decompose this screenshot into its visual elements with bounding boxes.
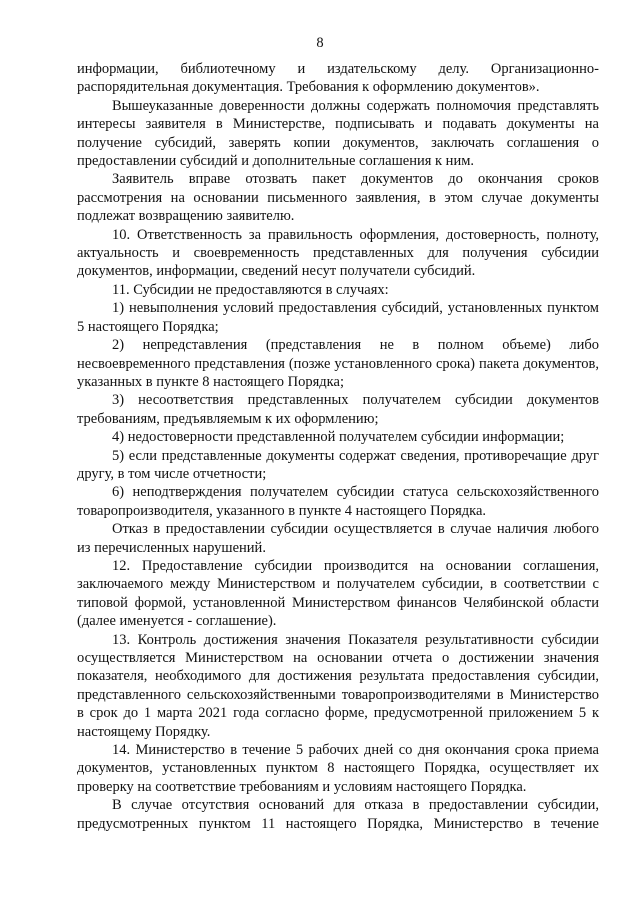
paragraph: 6) неподтверждения получателем субсидии статуса сельскохозяйственного товаропроизводителя, указанного в пункте 4 настоящего Порядка. bbox=[77, 484, 599, 519]
paragraph: Отказ в предоставлении субсидии осуществляется в случае наличия любого из перечисленных нарушений. bbox=[77, 521, 599, 556]
paragraph: 11. Субсидии не предоставляются в случаях: bbox=[112, 281, 389, 298]
paragraph: информации, библиотечному и издательскому делу. Организационно-распорядительная документация. Требования к оформлению документов». bbox=[77, 61, 599, 96]
paragraph: 1) невыполнения условий предоставления субсидий, установленных пунктом 5 настоящего Порядка; bbox=[77, 300, 599, 335]
paragraph: 14. Министерство в течение 5 рабочих дней со дня окончания срока приема документов, установленных пунктом 8 настоящего Порядка, осуществляет их проверку на соответствие требованиям и условиям настоящего Порядка. bbox=[77, 742, 599, 795]
document-body bbox=[77, 60, 599, 833]
paragraph: 5) если представленные документы содержат сведения, противоречащие друг другу, в том числе отчетности; bbox=[77, 447, 599, 482]
paragraph: В случае отсутствия оснований для отказа в предоставлении субсидии, предусмотренных пунктом 11 настоящего Порядка, Министерство в течение bbox=[77, 797, 599, 832]
paragraph: 12. Предоставление субсидии производится на основании соглашения, заключаемого между Министерством и получателем субсидии, в соответствии с типовой формой, установленной Министерством финансов Челябинской области (далее именуется - соглашение). bbox=[77, 557, 599, 630]
page-number: 8 bbox=[316, 35, 324, 51]
paragraph: 13. Контроль достижения значения Показателя результативности субсидии осуществляется Министерством на основании отчета о достижении значения показателя, необходимого для достижения результата предоставления субсидии, представленного сельскохозяйственными товаропроизводителями в Министерство в срок до 1 марта 2021 года согласно форме, предусмотренной приложением 5 к настоящему Порядку. bbox=[77, 631, 599, 740]
paragraph: Заявитель вправе отозвать пакет документов до окончания сроков рассмотрения на основании письменного заявления, в этом случае документы подлежат возвращению заявителю. bbox=[77, 171, 599, 225]
paragraph: 3) несоответствия представленных получателем субсидии документов требованиям, предъявляемым к их оформлению; bbox=[77, 392, 599, 427]
paragraph: 4) недостоверности представленной получателем субсидии информации; bbox=[112, 429, 565, 446]
paragraph: 2) непредставления (представления не в полном объеме) либо несвоевременного представления (позже установленного срока) пакета документов, указанных в пункте 8 настоящего Порядка; bbox=[77, 337, 599, 390]
paragraph: 10. Ответственность за правильность оформления, достоверность, полноту, актуальность и своевременность представленных для получения субсидии документов, информации, сведений несут получатели субсидий. bbox=[77, 226, 599, 280]
paragraph: Вышеуказанные доверенности должны содержать полномочия представлять интересы заявителя в Министерстве, подписывать и подавать документы на получение субсидий, заверять копии документов, заключать соглашения о предоставлении субсидий и дополнительные соглашения к ним. bbox=[77, 97, 599, 170]
